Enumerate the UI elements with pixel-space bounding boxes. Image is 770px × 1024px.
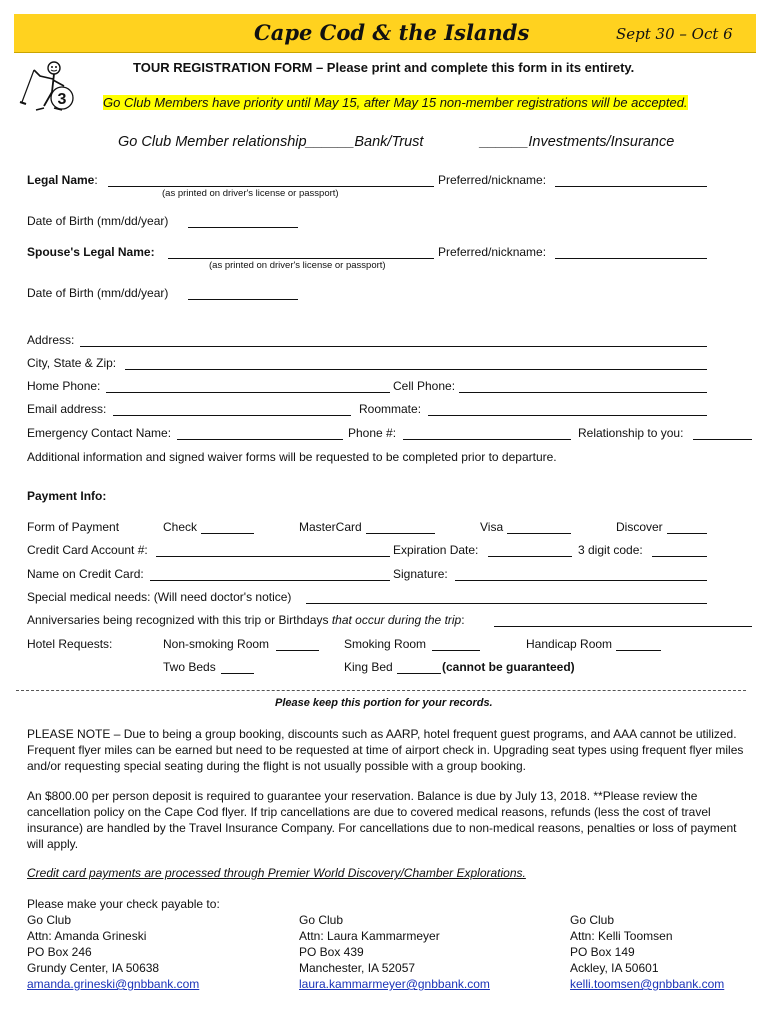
- check-option-label: Check: [163, 520, 198, 534]
- spouse-name-field[interactable]: [168, 258, 434, 259]
- signature-label: Signature:: [393, 567, 448, 581]
- anniversaries-field[interactable]: [494, 626, 752, 627]
- handicap-label: Handicap Room: [526, 637, 613, 651]
- contact-city: Ackley, IA 50601: [570, 961, 659, 975]
- contact-block-2: [299, 912, 490, 992]
- visa-option-field[interactable]: [507, 533, 571, 534]
- roommate-label: Roommate:: [359, 402, 422, 416]
- name-on-card-field[interactable]: [150, 580, 390, 581]
- contact-attn: Attn: Laura Kammarmeyer: [299, 929, 440, 943]
- contact-org: Go Club: [299, 913, 344, 927]
- email-field[interactable]: [113, 415, 351, 416]
- contact-block-1: [27, 912, 199, 992]
- cell-phone-label: Cell Phone:: [393, 379, 456, 393]
- hotel-label: Hotel Requests:: [27, 637, 113, 651]
- contact-email-link[interactable]: kelli.toomsen@gnbbank.com: [570, 977, 725, 991]
- legal-name-hint: (as printed on driver's license or passport): [162, 188, 339, 199]
- contact-org: Go Club: [27, 913, 72, 927]
- credit-card-note: Credit card payments are processed through Premier World Discovery/Chamber Explorations.: [27, 866, 526, 880]
- signature-field[interactable]: [455, 580, 707, 581]
- contact-email-link[interactable]: amanda.grineski@gnbbank.com: [27, 977, 200, 991]
- king-bed-field[interactable]: [397, 673, 441, 674]
- deposit-paragraph: An $800.00 per person deposit is required to guarantee your reservation. Balance is due by July 13, 2018. **Please review the cancellation policy on the Cape Cod flyer. If trip cancellations are due to covered medical reasons, refunds (less the cost of travel insurance) are handled by the Travel Insurance Company. For cancellations due to non-medical reasons, penalties or loss of payment will apply.: [27, 789, 737, 851]
- expiration-field[interactable]: [488, 556, 572, 557]
- anniversaries-label: Anniversaries being recognized with this trip or Birthdays that occur during the trip:: [27, 613, 465, 627]
- please-note-paragraph: PLEASE NOTE – Due to being a group booking, discounts such as AARP, hotel frequent guest programs, and AAA cannot be utilized. Frequent flyer miles can be earned but need to be requested at time of airport check in. Upgrading seat types using frequent flyer miles and/or requesting special seating during the flight is not usually possible with a group booking.: [27, 727, 744, 773]
- contact-po-box: PO Box 439: [299, 945, 364, 959]
- relationship-investments-option[interactable]: ______Investments/Insurance: [480, 134, 675, 150]
- logo-number: 3: [57, 91, 67, 108]
- two-beds-field[interactable]: [221, 673, 254, 674]
- contact-email-link[interactable]: laura.kammarmeyer@gnbbank.com: [299, 977, 490, 991]
- contact-org: Go Club: [570, 913, 615, 927]
- emergency-field[interactable]: [177, 439, 343, 440]
- spouse-preferred-label: Preferred/nickname:: [438, 245, 547, 259]
- preferred-label: Preferred/nickname:: [438, 173, 547, 187]
- golfer-with-number-3-icon: [14, 58, 84, 124]
- smoking-field[interactable]: [432, 650, 480, 651]
- phone-field[interactable]: [403, 439, 571, 440]
- check-option-field[interactable]: [201, 533, 254, 534]
- nonsmoking-field[interactable]: [276, 650, 319, 651]
- address-field[interactable]: [80, 346, 707, 347]
- contact-attn: Attn: Kelli Toomsen: [570, 929, 673, 943]
- spouse-label: Spouse's Legal Name:: [27, 245, 155, 259]
- digit-code-label: 3 digit code:: [578, 543, 643, 557]
- medical-field[interactable]: [306, 603, 707, 604]
- city-field[interactable]: [125, 369, 707, 370]
- king-bed-label: King Bed: [344, 660, 393, 674]
- city-label: City, State & Zip:: [27, 356, 117, 370]
- discover-option-field[interactable]: [667, 533, 707, 534]
- two-beds-label: Two Beds: [163, 660, 216, 674]
- dob-field[interactable]: [188, 227, 298, 228]
- payment-heading: Payment Info:: [27, 489, 107, 503]
- emergency-label: Emergency Contact Name:: [27, 426, 172, 440]
- priority-notice: Go Club Members have priority until May 15, after May 15 non-member registrations will be accepted.: [103, 95, 688, 110]
- form-heading: TOUR REGISTRATION FORM – Please print and complete this form in its entirety.: [133, 60, 635, 75]
- medical-label: Special medical needs: (Will need doctor's notice): [27, 590, 292, 604]
- keep-notice: Please keep this portion for your records.: [275, 697, 493, 709]
- visa-option-label: Visa: [480, 520, 504, 534]
- phone-label: Phone #:: [348, 426, 397, 440]
- page-title: Cape Cod & the Islands: [254, 20, 530, 45]
- relationship-bank-option[interactable]: ______Bank/Trust: [306, 134, 424, 150]
- roommate-field[interactable]: [428, 415, 707, 416]
- expiration-label: Expiration Date:: [393, 543, 479, 557]
- smoking-label: Smoking Room: [344, 637, 427, 651]
- legal-name-label: Legal Name:: [27, 173, 98, 187]
- name-on-card-label: Name on Credit Card:: [27, 567, 144, 581]
- cell-phone-field[interactable]: [459, 392, 707, 393]
- tour-dates: Sept 30 – Oct 6: [616, 25, 733, 43]
- mastercard-option-field[interactable]: [366, 533, 435, 534]
- additional-info: Additional information and signed waiver forms will be requested to be completed prior to departure.: [27, 450, 557, 464]
- contact-attn: Attn: Amanda Grineski: [27, 929, 147, 943]
- digit-code-field[interactable]: [652, 556, 707, 557]
- dob-label: Date of Birth (mm/dd/year): [27, 214, 169, 228]
- contact-city: Manchester, IA 52057: [299, 961, 416, 975]
- contact-city: Grundy Center, IA 50638: [27, 961, 160, 975]
- cc-account-field[interactable]: [156, 556, 390, 557]
- not-guaranteed-note: (cannot be guaranteed): [442, 660, 575, 674]
- home-phone-label: Home Phone:: [27, 379, 101, 393]
- address-label: Address:: [27, 333, 75, 347]
- relationship-label: Go Club Member relationship: [118, 134, 307, 150]
- nonsmoking-label: Non-smoking Room: [163, 637, 270, 651]
- home-phone-field[interactable]: [106, 392, 390, 393]
- spouse-dob-field[interactable]: [188, 299, 298, 300]
- form-of-payment-label: Form of Payment: [27, 520, 120, 534]
- email-label: Email address:: [27, 402, 107, 416]
- relationship-to-you-label: Relationship to you:: [578, 426, 684, 440]
- handicap-field[interactable]: [616, 650, 661, 651]
- payable-to-label: Please make your check payable to:: [27, 897, 220, 911]
- spouse-dob-label: Date of Birth (mm/dd/year): [27, 286, 169, 300]
- relationship-to-you-field[interactable]: [693, 439, 752, 440]
- mastercard-option-label: MasterCard: [299, 520, 362, 534]
- cut-line-divider: [16, 690, 746, 691]
- contact-po-box: PO Box 149: [570, 945, 635, 959]
- contact-po-box: PO Box 246: [27, 945, 92, 959]
- preferred-field[interactable]: [555, 186, 707, 187]
- spouse-hint: (as printed on driver's license or passport): [209, 260, 386, 271]
- legal-name-field[interactable]: [108, 186, 434, 187]
- spouse-preferred-field[interactable]: [555, 258, 707, 259]
- discover-option-label: Discover: [616, 520, 663, 534]
- contact-block-3: [570, 912, 724, 992]
- cc-account-label: Credit Card Account #:: [27, 543, 148, 557]
